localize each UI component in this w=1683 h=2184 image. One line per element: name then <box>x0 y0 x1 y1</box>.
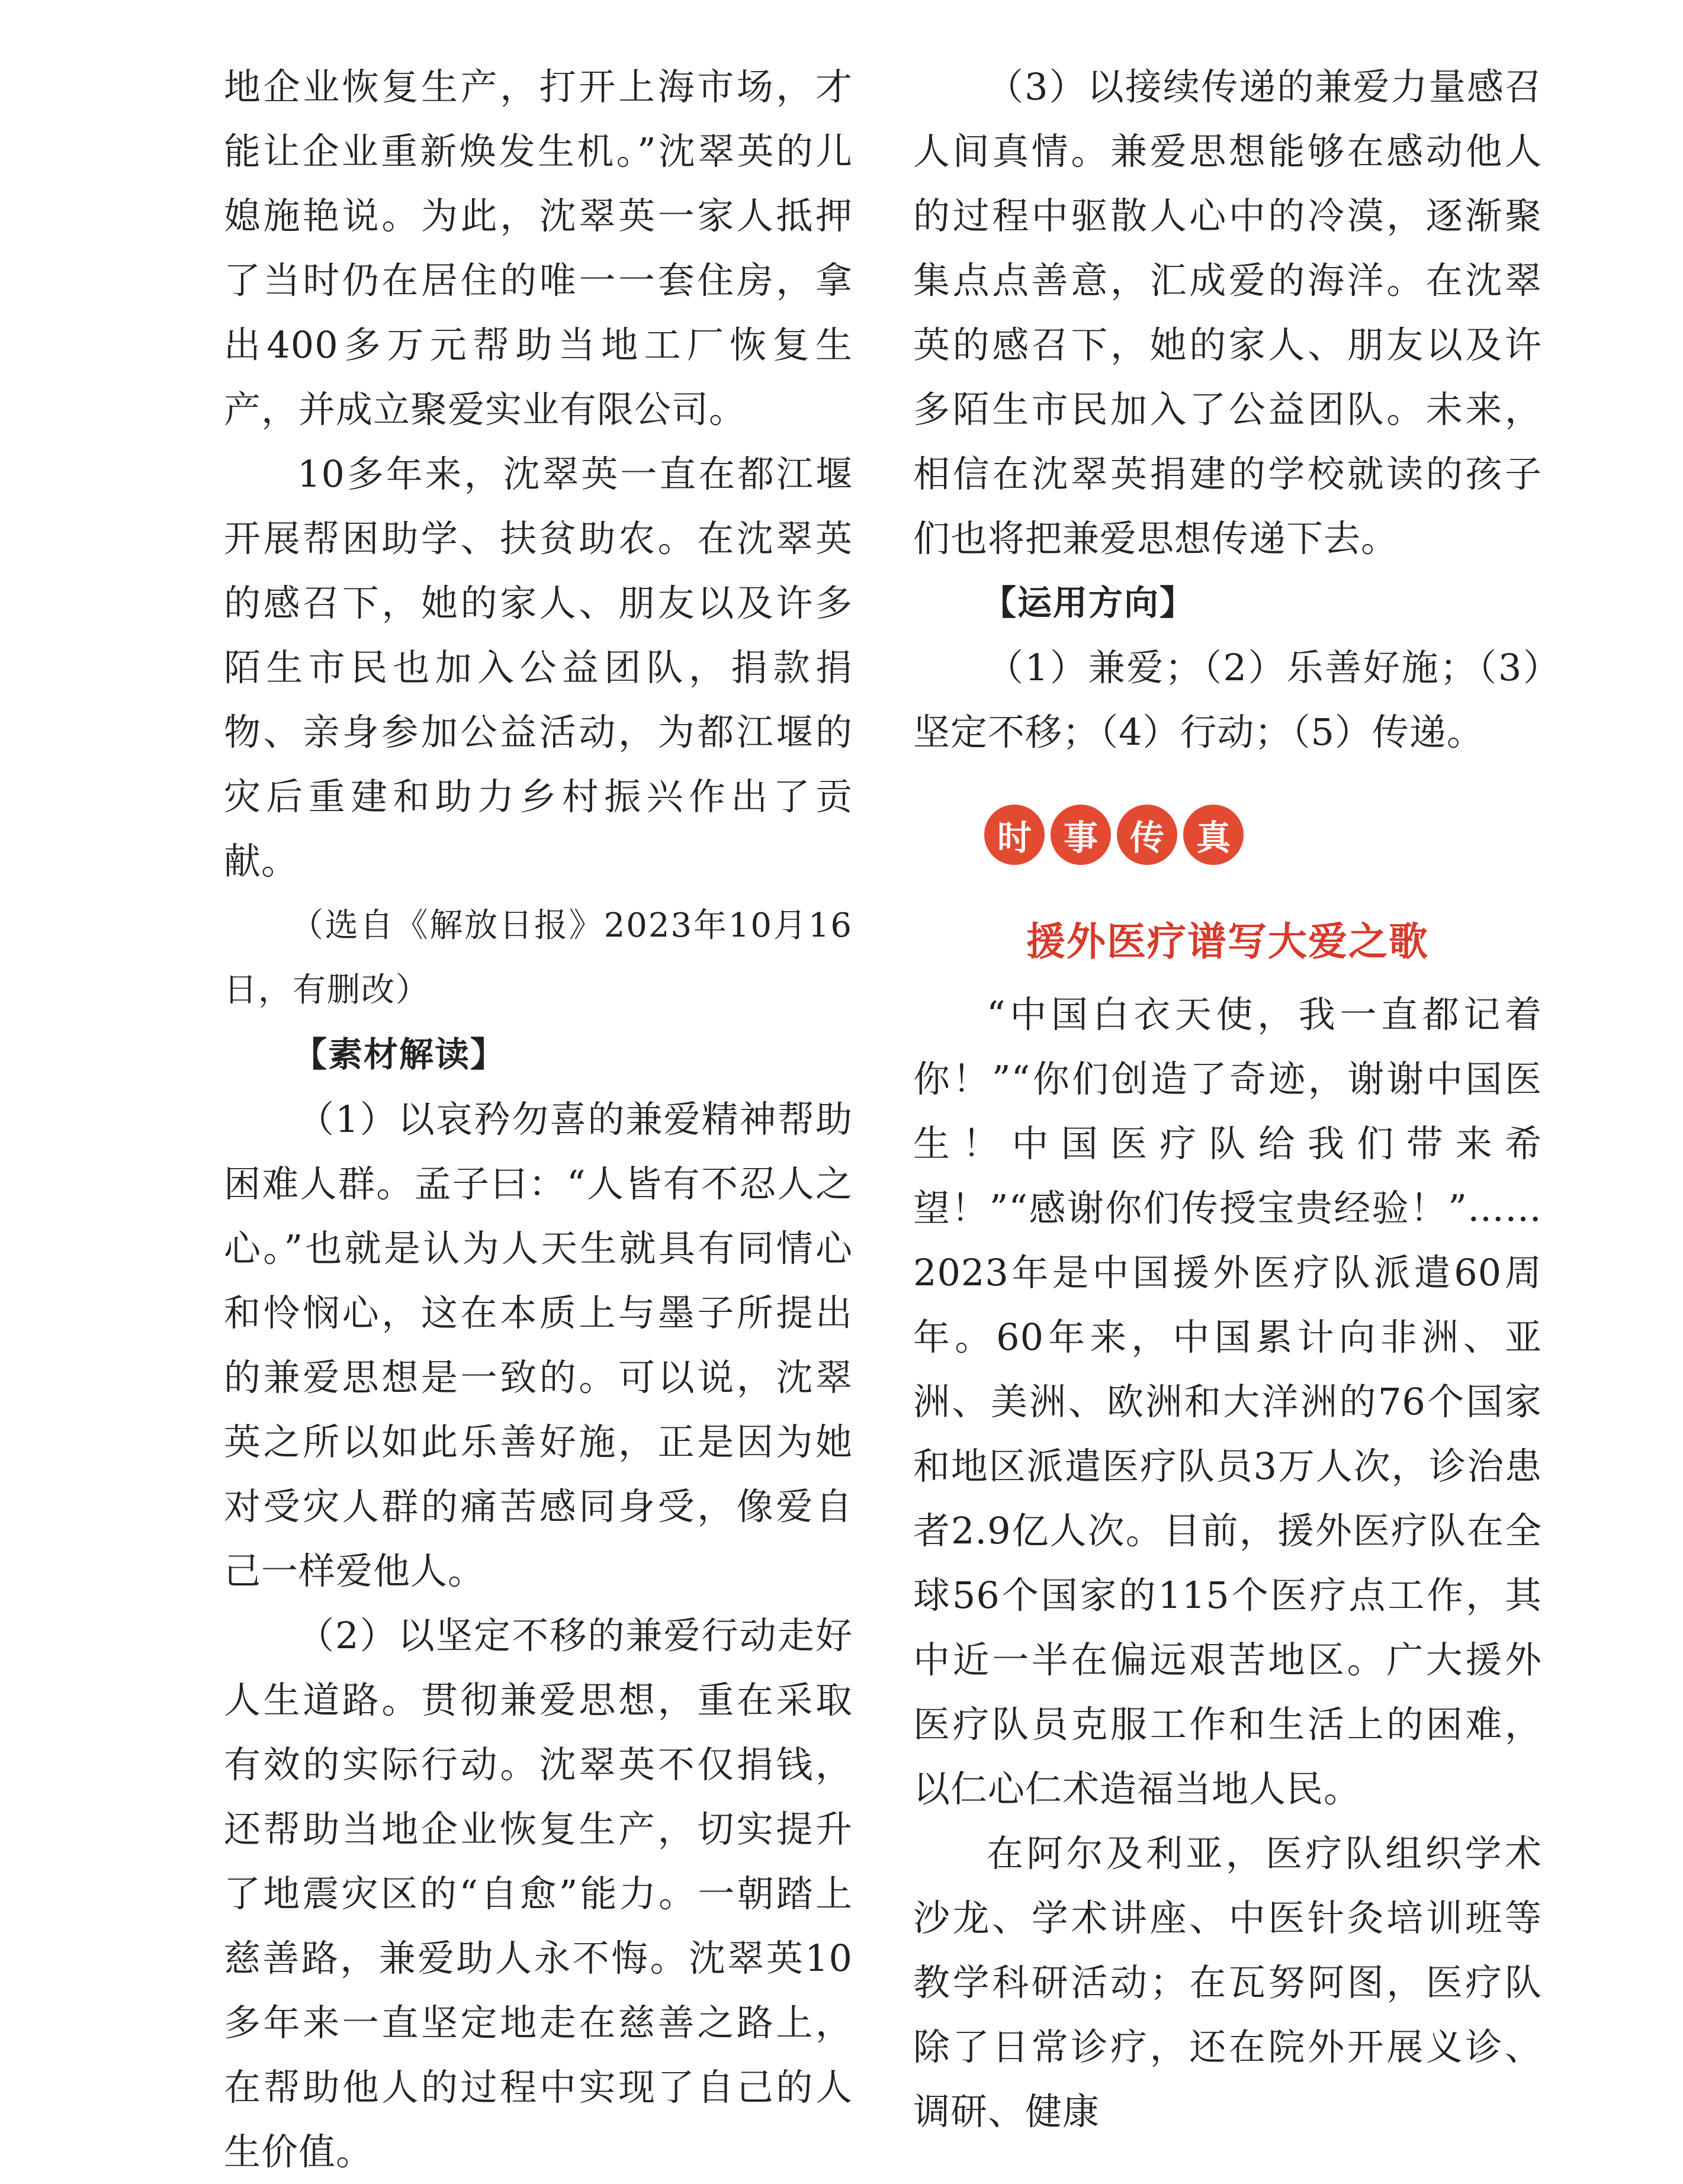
right-column <box>913 54 1542 2144</box>
paragraph-point-1: （1）以哀矜勿喜的兼爱精神帮助困难人群。孟子曰：“人皆有不忍人之心。”也就是认为人天生就具有同情心和怜悯心，这在本质上与墨子所提出的兼爱思想是一致的。可以说，沈翠英之所以如此乐善好施，正是因为她对受灾人群的痛苦感同身受，像爱自己一样爱他人。 <box>224 1098 853 1593</box>
banner-char-1: 时 <box>984 805 1045 865</box>
left-column <box>224 54 853 2184</box>
section-banner <box>984 805 1542 871</box>
article-title: 援外医疗谱写大爱之歌 <box>1026 919 1429 964</box>
paragraph-continuation: 地企业恢复生产，打开上海市场，才能让企业重新焕发生机。”沈翠英的儿媳施艳说。为此，沈翠英一家人抵押了当时仍在居住的唯一一套住房，拿出400多万元帮助当地工厂恢复生产，并成立聚爱实业有限公司。 <box>224 65 853 431</box>
paragraph-medical-aid: “中国白衣天使，我一直都记着你！”“你们创造了奇迹，谢谢中国医生！中国医疗队给我们带来希望！”“感谢你们传授宝贵经验！”……2023年是中国援外医疗队派遣60周年。60年来，中国累计向非洲、亚洲、美洲、欧洲和大洋洲的76个国家和地区派遣医疗队员3万人次，诊治患者2.9亿人次。目前，援外医疗队在全球56个国家的115个医疗点工作，其中近一半在偏远艰苦地区。广大援外医疗队员克服工作和生活上的困难，以仁心仁术造福当地人民。 <box>913 993 1542 1810</box>
heading-usage-direction: 【运用方向】 <box>982 583 1196 623</box>
paragraph-ten-years: 10多年来，沈翠英一直在都江堰开展帮困助学、扶贫助农。在沈翠英的感召下，她的家人、朋友以及许多陌生市民也加入公益团队，捐款捐物、亲身参加公益活动，为都江堰的灾后重建和助力乡村振兴作出了贡献。 <box>224 452 853 883</box>
heading-material-interpretation: 【素材解读】 <box>293 1034 506 1075</box>
paragraph-algeria: 在阿尔及利亚，医疗队组织学术沙龙、学术讲座、中医针灸培训班等教学科研活动；在瓦努阿图，医疗队除了日常诊疗，还在院外开展义诊、调研、健康 <box>913 1832 1542 2133</box>
banner-char-3: 传 <box>1117 805 1177 865</box>
banner-char-2: 事 <box>1051 805 1111 865</box>
paragraph-point-3: （3）以接续传递的兼爱力量感召人间真情。兼爱思想能够在感动他人的过程中驱散人心中的冷漠，逐渐聚集点点善意，汇成爱的海洋。在沈翠英的感召下，她的家人、朋友以及许多陌生市民加入了公益团队。未来，相信在沈翠英捐建的学校就读的孩子们也将把兼爱思想传递下去。 <box>913 65 1542 560</box>
source-citation: （选自《解放日报》2023年10月16日，有删改） <box>224 906 853 1009</box>
paragraph-point-2: （2）以坚定不移的兼爱行动走好人生道路。贯彻兼爱思想，重在采取有效的实际行动。沈翠英不仅捐钱，还帮助当地企业恢复生产，切实提升了地震灾区的“自愈”能力。一朝踏上慈善路，兼爱助人永不悔。沈翠英10多年来一直坚定地走在慈善之路上，在帮助他人的过程中实现了自己的人生价值。 <box>224 1614 853 2173</box>
paragraph-usage-list: （1）兼爱；（2）乐善好施；（3）坚定不移；（4）行动；（5）传递。 <box>913 646 1542 754</box>
banner-char-4: 真 <box>1183 805 1244 865</box>
